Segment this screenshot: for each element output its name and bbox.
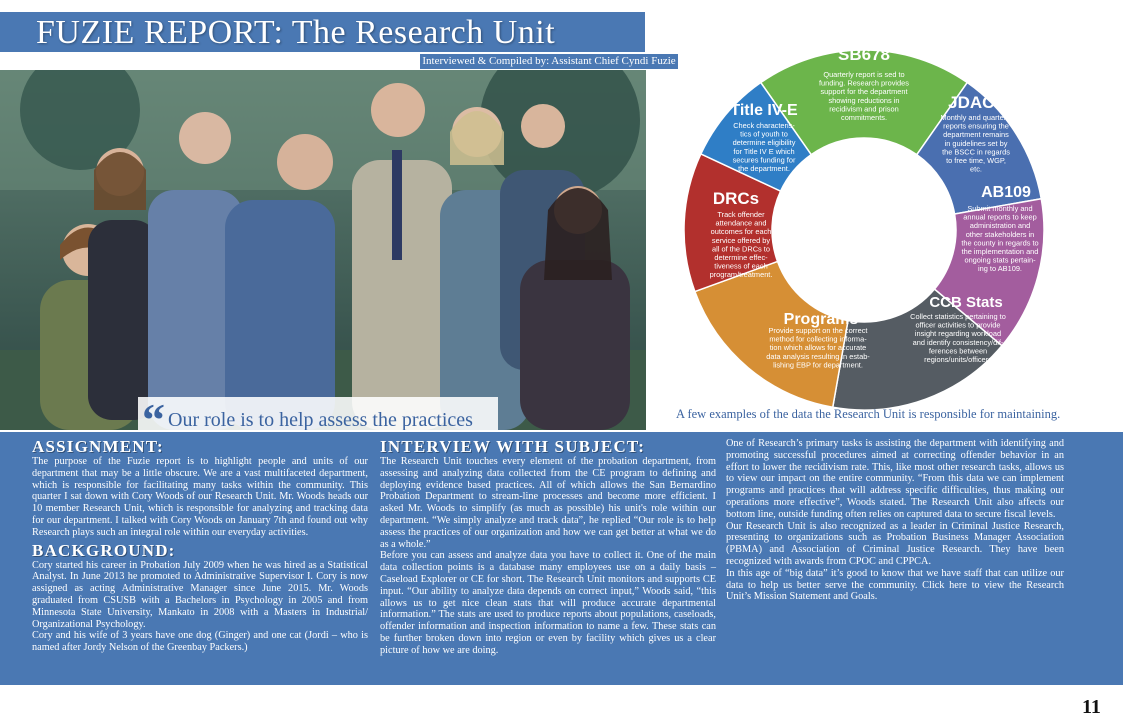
segment-text-drcs: service offered by [711, 235, 771, 245]
pull-quote-line: Our role is to help assess the practices [168, 409, 473, 430]
segment-text-ab109: the implementation and [961, 247, 1039, 256]
segment-text-programs: tion which allows for accurate [769, 343, 867, 353]
segment-text-titleive: tics of youth to [740, 129, 788, 139]
segment-text-programs: lishing EBP for department. [773, 360, 863, 370]
segment-title-jdacs: JDACs [948, 93, 1004, 112]
segment-text-drcs: all of the DRCs to [712, 244, 770, 254]
segment-text-sb678: support for the department [820, 87, 908, 97]
segment-text-sb678: showing reductions in [828, 95, 900, 105]
interview-text: The Research Unit touches every element of the probation department, from assessing and analyzing data collected from the CE program to defining and deploying evidence based practices. All of which allows the San Bernardino Probation Department to stream-line processes and become more efficient. I asked Mr. Woods to simplify (as much as possible) his unit's role within our department. “We simply analyze and track data”, he replied “Our role is to help assess the practices of our organization and how we can get better at what we do as a whole.” [380, 456, 716, 550]
segment-text-ab109: Submit monthly and [967, 204, 1033, 213]
segment-title-drcs: DRCs [712, 189, 760, 208]
open-quote-mark: “ [142, 394, 165, 430]
background-text-2: Cory and his wife of 3 years have one dog (Ginger) and one cat (Jordi – who is named after Jordy Nelson of the Greenbay Packers.) [32, 630, 368, 654]
col3-text-1: One of Research’s primary tasks is assisting the department with identifying and promoting successful procedures aimed at correcting offender behavior in an effort to lower the recidivism rate. This, like most other research tasks, allows us to view our impact on the entire community. “From this data we can implement programs and practices that will address specific difficulties, thus making our operations more effective”, Woods stated. The Research Unit also affects our bottom line, outside funding often relies on captured data to secure fiscal levels. [726, 438, 1064, 520]
segment-text-drcs: determine effec- [714, 253, 768, 262]
pull-quote [138, 394, 498, 430]
segment-text-titleive: the department. [738, 164, 790, 173]
donut-caption: A few examples of the data the Research Unit is responsible for maintaining. [676, 407, 1061, 421]
segment-text-drcs: outcomes for each [710, 227, 772, 237]
article-body [0, 432, 1123, 685]
segment-title-ab109: AB109 [981, 184, 1031, 201]
col3-text-3: In this age of “big data” it’s good to know that we have staff that can utilize our data to help us better serve the community. Click here to view the Research Unit’s Mission Statement and Goals. [726, 567, 1064, 603]
team-photo-illustration [0, 70, 646, 430]
segment-text-titleive: for Title IV E which [733, 146, 795, 156]
interview-text-2: Before you can assess and analyze data you have to collect it. One of the main data collection points is a database many employees use on a daily basis – Caseload Explorer or CE for short. The Research Unit monitors and supports CE input. “Our ability to analyze data depends on correct input,” Woods said, “this allows us to get nice clean stats that will produce accurate departmental information.” The stats are used to produce reports about populations, caseloads, offender information and inspection information to name a few. These stats can be further broken down into region or even by facility which gives us a clear picture of how we are doing. [380, 550, 716, 656]
segment-title-sb678: SB678 [838, 45, 890, 64]
byline: Interviewed & Compiled by: Assistant Chief Cyndi Fuzie [420, 54, 678, 69]
segment-title-titleive: Title IV-E [730, 102, 798, 119]
segment-text-titleive: determine eligibility [732, 138, 796, 148]
team-photo [0, 70, 646, 430]
segment-text-drcs: program/treatment. [709, 270, 773, 280]
segment-text-jdacs: etc. [970, 164, 982, 174]
segment-text-jdacs: Monthly and quarterly [940, 113, 1012, 122]
segment-text-ab109: ing to AB109. [978, 264, 1022, 274]
page-number: 11 [1082, 696, 1101, 718]
segment-text-sb678: recidivism and prison [829, 104, 899, 114]
segment-text-ab109: other stakeholders in [965, 229, 1035, 239]
segment-text-ab109: annual reports to keep [963, 212, 1037, 222]
segment-text-jdacs: in guidelines set by [944, 138, 1008, 148]
segment-text-drcs: attendance and [715, 218, 767, 228]
column-right [726, 438, 1064, 603]
segment-text-titleive: Check characteris- [733, 121, 795, 130]
segment-text-jdacs: reports ensuring the [943, 121, 1009, 131]
segment-text-ab109: the county in regards to [961, 238, 1039, 248]
assignment-text: The purpose of the Fuzie report is to highlight people and units of our department that may be a little obscure. We are a vast multifaceted department, which is responsible for facilitating many tasks within the community. This quarter I sat down with Cory Woods of our Research Unit. Mr. Woods heads our 10 member Research Unit, which is responsible for analyzing and tracking data for our department. I talked with Cory Woods on January 7th and found out why Research plays such an integral role within our everyday activities. [32, 456, 368, 538]
background-heading: BACKGROUND: [32, 540, 176, 560]
segment-text-programs: data analysis resulting in estab- [766, 351, 870, 361]
pull-quote-text [168, 407, 490, 430]
segment-title-programs: Programs [783, 311, 859, 328]
interview-heading: INTERVIEW WITH SUBJECT: [380, 437, 646, 456]
segment-text-ccb: Collect statistics pertaining to [910, 312, 1006, 321]
segment-text-ccb: insight regarding workload [914, 329, 1002, 339]
segment-text-ccb: regions/units/officers [924, 355, 992, 364]
segment-title-ccb: CCB Stats [929, 294, 1003, 311]
segment-text-ab109: ongoing stats pertain- [964, 255, 1036, 265]
assignment-heading: ASSIGNMENT: [32, 437, 164, 456]
background-text: Cory started his career in Probation July 2009 when he was hired as a Statistical Analyst. In June 2013 he promoted to Administrative Supervisor I. Cory is now assigned as acting Administrative Manager since June 2015. Mr. Woods graduated from CSUSB with a Bachelors in Psychology in 2005 and from Minnesota State University, Mankato in 2008 with a Masters in Industrial/ Organizational Psychology. [32, 559, 368, 630]
column-middle [380, 438, 716, 657]
segment-text-jdacs: to free time, WGP, [946, 156, 1006, 165]
segment-text-drcs: Track offender [717, 210, 765, 219]
segment-text-jdacs: department remains [943, 130, 1009, 140]
segment-text-ccb: ferences between [928, 346, 988, 356]
segment-text-programs: method for collecting informa- [769, 334, 867, 344]
segment-text-drcs: tiveness of each [714, 261, 768, 271]
segment-text-sb678: commitments. [841, 113, 887, 122]
segment-text-sb678: funding. Research provides [819, 78, 909, 88]
segment-text-sb678: Quarterly report is sed to [823, 70, 905, 79]
title-band [0, 12, 645, 52]
segment-text-programs: Provide support on the correct [768, 326, 868, 335]
segment-text-ccb: and identify consistency/dif- [912, 337, 1004, 347]
segment-text-ab109: administration and [969, 221, 1031, 231]
research-data-donut [676, 40, 1056, 410]
segment-text-titleive: secures funding for [732, 155, 796, 165]
segment-text-ccb: officer activities to provide [915, 320, 1001, 330]
segment-text-jdacs: the BSCC in regards [942, 147, 1010, 157]
col3-text-2: Our Research Unit is also recognized as a leader in Criminal Justice Research, presenting to organizations such as Probation Business Manager Association (PBMA) and Association of Criminal Justice Research. They have been recognized with awards from CPOC and CPPCA. [726, 520, 1064, 567]
column-left [32, 438, 368, 654]
page-title: FUZIE REPORT: The Research Unit [36, 14, 556, 51]
